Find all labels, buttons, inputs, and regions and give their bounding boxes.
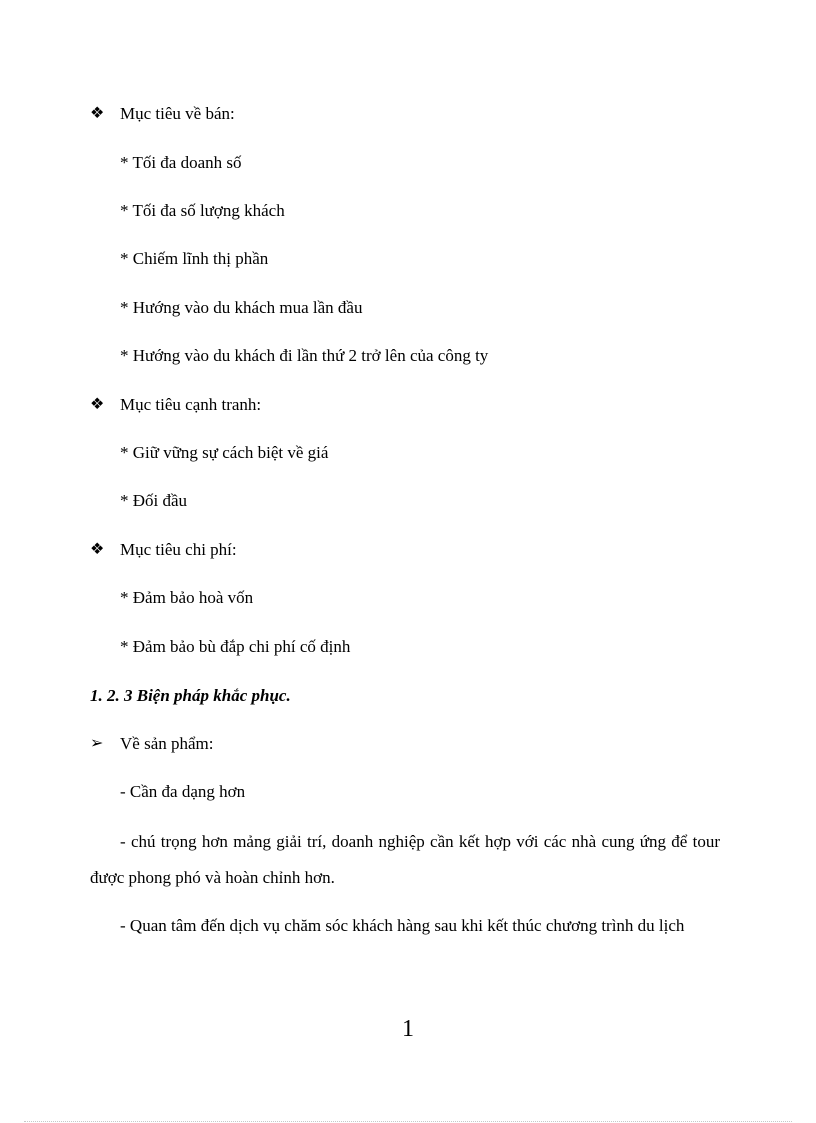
page-bottom-divider [24,1121,792,1122]
competition-item-1: * Giữ vững sự cách biệt về giá [120,443,329,462]
sales-item-2: * Tối đa số lượng khách [120,201,285,220]
diamond-bullet-icon: ❖ [90,105,105,122]
product-paragraph-2: - Quan tâm đến dịch vụ chăm sóc khách hàng sau khi kết thúc chương trình du lịch [120,916,685,935]
cost-goals-title: Mục tiêu chi phí: [120,540,237,559]
diamond-bullet-icon: ❖ [90,541,105,558]
cost-item-2: * Đảm bảo bù đắp chi phí cố định [120,637,351,656]
diamond-bullet-icon: ❖ [90,396,105,413]
bullet-cost-goals [90,540,237,560]
product-item-1: - Cần đa dạng hơn [120,782,246,801]
bullet-sales-goals [90,104,235,124]
product-title: Về sản phẩm: [120,734,214,753]
sales-item-5: * Hướng vào du khách đi lần thứ 2 trở lên của công ty [120,346,489,365]
sales-goals-title: Mục tiêu về bán: [120,104,235,123]
arrow-bullet-icon: ➢ [90,735,104,752]
bullet-product [90,734,213,754]
sales-item-3: * Chiếm lĩnh thị phần [120,249,269,268]
cost-item-1: * Đảm bảo hoà vốn [120,588,254,607]
page-number: 1 [402,1016,414,1042]
competition-goals-title: Mục tiêu cạnh tranh: [120,395,262,414]
sales-item-1: * Tối đa doanh số [120,153,242,172]
competition-item-2: * Đối đầu [120,491,188,510]
section-heading: 1. 2. 3 Biện pháp khắc phục. [90,686,291,705]
bullet-competition-goals [90,395,261,415]
product-paragraph-1: - chú trọng hơn mảng giải trí, doanh nghiệp cần kết hợp với các nhà cung ứng để tour được phong phó và hoàn chỉnh hơn. [90,832,720,887]
sales-item-4: * Hướng vào du khách mua lần đầu [120,298,363,317]
